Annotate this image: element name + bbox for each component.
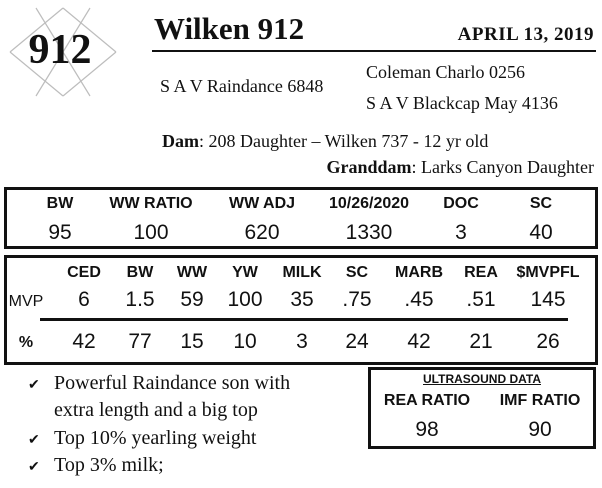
bull-name: Wilken 912 — [154, 11, 305, 46]
epd-header-rea: REA — [464, 264, 498, 281]
perf-header-ww-adj: WW ADJ — [228, 195, 296, 212]
mvp-row-label: MVP — [8, 293, 44, 310]
perf-header-doc: DOC — [443, 195, 479, 212]
ultrasound-header-rea-ratio: REA RATIO — [383, 392, 471, 409]
perf-header-bw: BW — [46, 195, 74, 212]
perf-value-bw: 95 — [48, 221, 72, 244]
sire-name: S A V Raindance 6848 — [160, 76, 324, 96]
epd-divider — [40, 318, 568, 321]
mvp-value-milk: 35 — [290, 288, 314, 311]
epd-header-sc: SC — [345, 264, 369, 281]
perf-value-doc: 3 — [455, 221, 467, 244]
perf-value-ww-ratio: 100 — [133, 221, 169, 244]
epd-header-marb: MARB — [395, 264, 443, 281]
checkmark-icon: ✔ — [28, 460, 40, 475]
perf-header-yearling-date: 10/26/2020 — [328, 195, 410, 212]
mvp-value-sc: .75 — [342, 288, 372, 311]
perf-header-ww-ratio: WW RATIO — [109, 195, 193, 212]
epd-header-ced: CED — [67, 264, 101, 281]
ultrasound-value-imf-ratio: 90 — [528, 418, 552, 441]
pct-value-mvpfl: 26 — [536, 330, 560, 353]
mvp-value-mvpfl: 145 — [530, 288, 566, 311]
pct-value-rea: 21 — [469, 330, 493, 353]
dam-label: Dam — [162, 131, 199, 151]
performance-table — [4, 187, 598, 249]
perf-value-sc: 40 — [529, 221, 553, 244]
epd-header-bw: BW — [126, 264, 154, 281]
ultrasound-header-imf-ratio: IMF RATIO — [499, 392, 581, 409]
epd-header-mvpfl: $MVPFL — [516, 264, 580, 281]
perf-header-sc: SC — [529, 195, 553, 212]
pct-value-ww: 15 — [180, 330, 204, 353]
perf-value-yearling-weight: 1330 — [345, 221, 393, 244]
mvp-value-bw: 1.5 — [125, 288, 155, 311]
pct-value-milk: 3 — [296, 330, 308, 353]
mvp-value-ced: 6 — [78, 288, 90, 311]
dam-line — [162, 131, 488, 152]
checkmark-icon: ✔ — [28, 433, 40, 448]
perf-value-ww-adj: 620 — [244, 221, 280, 244]
comment-line: Top 3% milk; — [54, 454, 164, 476]
sire-dam-name: S A V Blackcap May 4136 — [366, 93, 558, 113]
lot-number: 912 — [28, 27, 92, 73]
comment-line: Top 10% yearling weight — [54, 427, 257, 449]
pct-value-bw: 77 — [128, 330, 152, 353]
granddam-line — [327, 157, 594, 178]
checkmark-icon: ✔ — [28, 378, 40, 393]
epd-header-yw: YW — [232, 264, 258, 281]
ultrasound-value-rea-ratio: 98 — [415, 418, 439, 441]
pct-value-marb: 42 — [407, 330, 431, 353]
ultrasound-title: ULTRASOUND DATA — [423, 372, 541, 386]
pct-value-yw: 10 — [233, 330, 257, 353]
granddam-label: Granddam — [326, 157, 412, 177]
pct-value-ced: 42 — [72, 330, 96, 353]
sale-date: APRIL 13, 2019 — [457, 24, 594, 45]
sire-sire-name: Coleman Charlo 0256 — [366, 62, 525, 82]
comment-line: extra length and a big top — [54, 399, 258, 421]
comment-line: Powerful Raindance son with — [54, 372, 291, 394]
granddam-value: : Larks Canyon Daughter — [411, 157, 594, 177]
mvp-value-yw: 100 — [227, 288, 263, 311]
epd-header-milk: MILK — [282, 264, 322, 281]
epd-header-ww: WW — [176, 264, 208, 281]
percentile-row-label: % — [18, 334, 34, 351]
dam-value: : 208 Daughter – Wilken 737 - 12 yr old — [199, 131, 489, 151]
mvp-value-ww: 59 — [180, 288, 204, 311]
mvp-value-rea: .51 — [466, 288, 496, 311]
pct-value-sc: 24 — [345, 330, 369, 353]
title-divider — [152, 50, 596, 52]
mvp-value-marb: .45 — [404, 288, 434, 311]
